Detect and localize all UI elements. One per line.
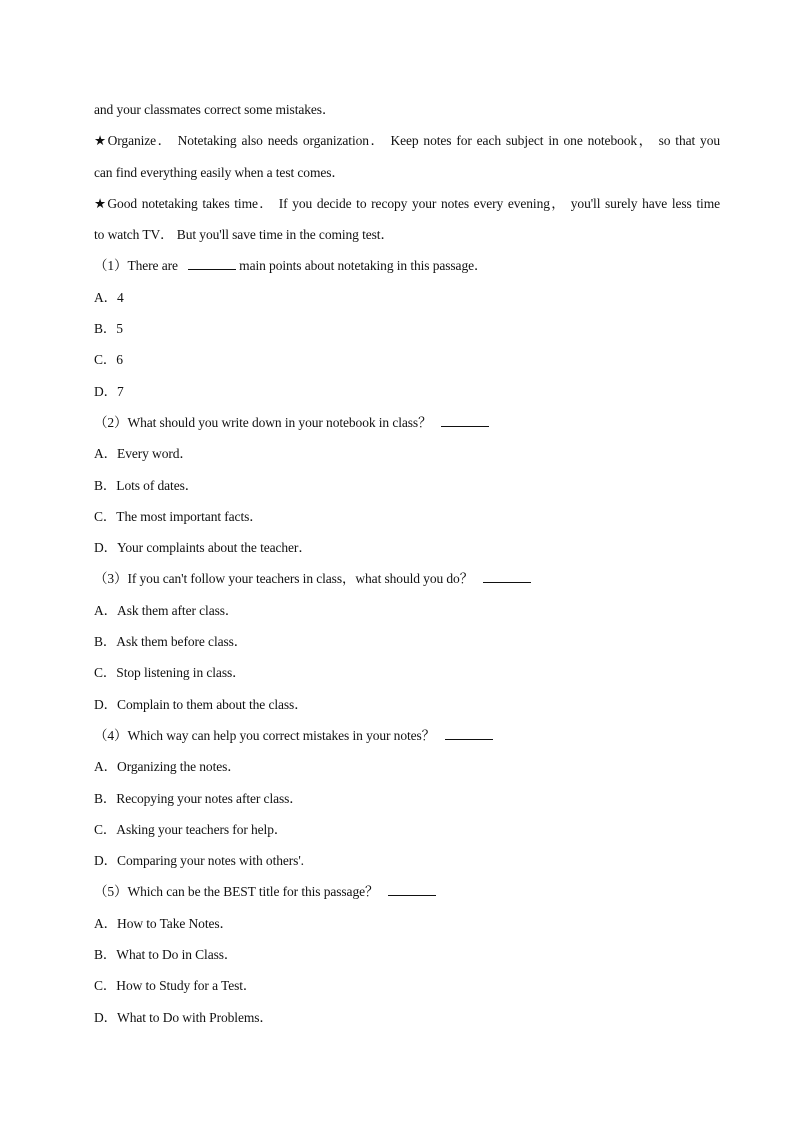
- question-4-option-a[interactable]: A．Organizing the notes．: [94, 759, 241, 775]
- question-4: [94, 725, 720, 756]
- question-3-option-b[interactable]: B．Ask them before class．: [94, 634, 248, 650]
- question-5-option-a[interactable]: A．How to Take Notes．: [94, 915, 233, 931]
- question-5-option-c[interactable]: C．How to Study for a Test．: [94, 978, 257, 994]
- question-2: [94, 412, 720, 443]
- question-2-option-a[interactable]: A．Every word．: [94, 446, 193, 462]
- question-2-option-c[interactable]: C．The most important facts．: [94, 508, 263, 524]
- question-2-option-d[interactable]: D．Your complaints about the teacher．: [94, 540, 312, 556]
- question-5-option-b[interactable]: B．What to Do in Class．: [94, 947, 238, 963]
- question-1-option-b[interactable]: B．5: [94, 321, 123, 337]
- question-2-stem: （2）What should you write down in your notebook in class？: [94, 414, 432, 430]
- document-page: [94, 99, 720, 1038]
- question-5: [94, 881, 720, 912]
- passage-line-1: and your classmates correct some mistakes．: [94, 102, 336, 117]
- question-1-option-d[interactable]: D．7: [94, 383, 124, 399]
- question-1-option-a[interactable]: A．4: [94, 289, 124, 305]
- passage-line-3: can find everything easily when a test comes．: [94, 164, 345, 180]
- question-3: [94, 568, 720, 599]
- question-5-option-d[interactable]: D．What to Do with Problems．: [94, 1009, 273, 1025]
- question-1-option-c[interactable]: C．6: [94, 352, 123, 368]
- question-3-option-c[interactable]: C．Stop listening in class．: [94, 665, 246, 681]
- question-3-option-d[interactable]: D．Complain to them about the class．: [94, 696, 308, 712]
- question-1: [94, 255, 720, 286]
- answer-blank-4[interactable]: [445, 726, 493, 740]
- answer-blank-1[interactable]: [188, 256, 236, 270]
- question-4-option-d[interactable]: D．Comparing your notes with others'.: [94, 853, 304, 869]
- question-4-option-b[interactable]: B．Recopying your notes after class．: [94, 790, 303, 806]
- question-3-stem: （3）If you can't follow your teachers in class，what should you do？: [94, 571, 474, 587]
- passage-line-2: ★Organize． Notetaking also needs organization． Keep notes for each subject in one notebook， so that you: [94, 133, 720, 149]
- passage-line-4: ★Good notetaking takes time． If you decide to recopy your notes every evening， you'll surely have less time: [94, 195, 720, 211]
- passage-line-5: to watch TV． But you'll save time in the coming test．: [94, 227, 394, 243]
- question-1-stem: （1）There are: [94, 258, 178, 274]
- question-3-option-a[interactable]: A．Ask them after class．: [94, 602, 239, 618]
- question-5-stem: （5）Which can be the BEST title for this passage？: [94, 884, 379, 900]
- question-2-option-b[interactable]: B．Lots of dates．: [94, 477, 199, 493]
- question-4-stem: （4）Which way can help you correct mistakes in your notes？: [94, 727, 436, 743]
- answer-blank-3[interactable]: [483, 569, 531, 583]
- question-4-option-c[interactable]: C．Asking your teachers for help．: [94, 821, 288, 837]
- answer-blank-2[interactable]: [441, 413, 489, 427]
- question-1-stem-after: main points about notetaking in this passage．: [239, 258, 488, 274]
- answer-blank-5[interactable]: [388, 882, 436, 896]
